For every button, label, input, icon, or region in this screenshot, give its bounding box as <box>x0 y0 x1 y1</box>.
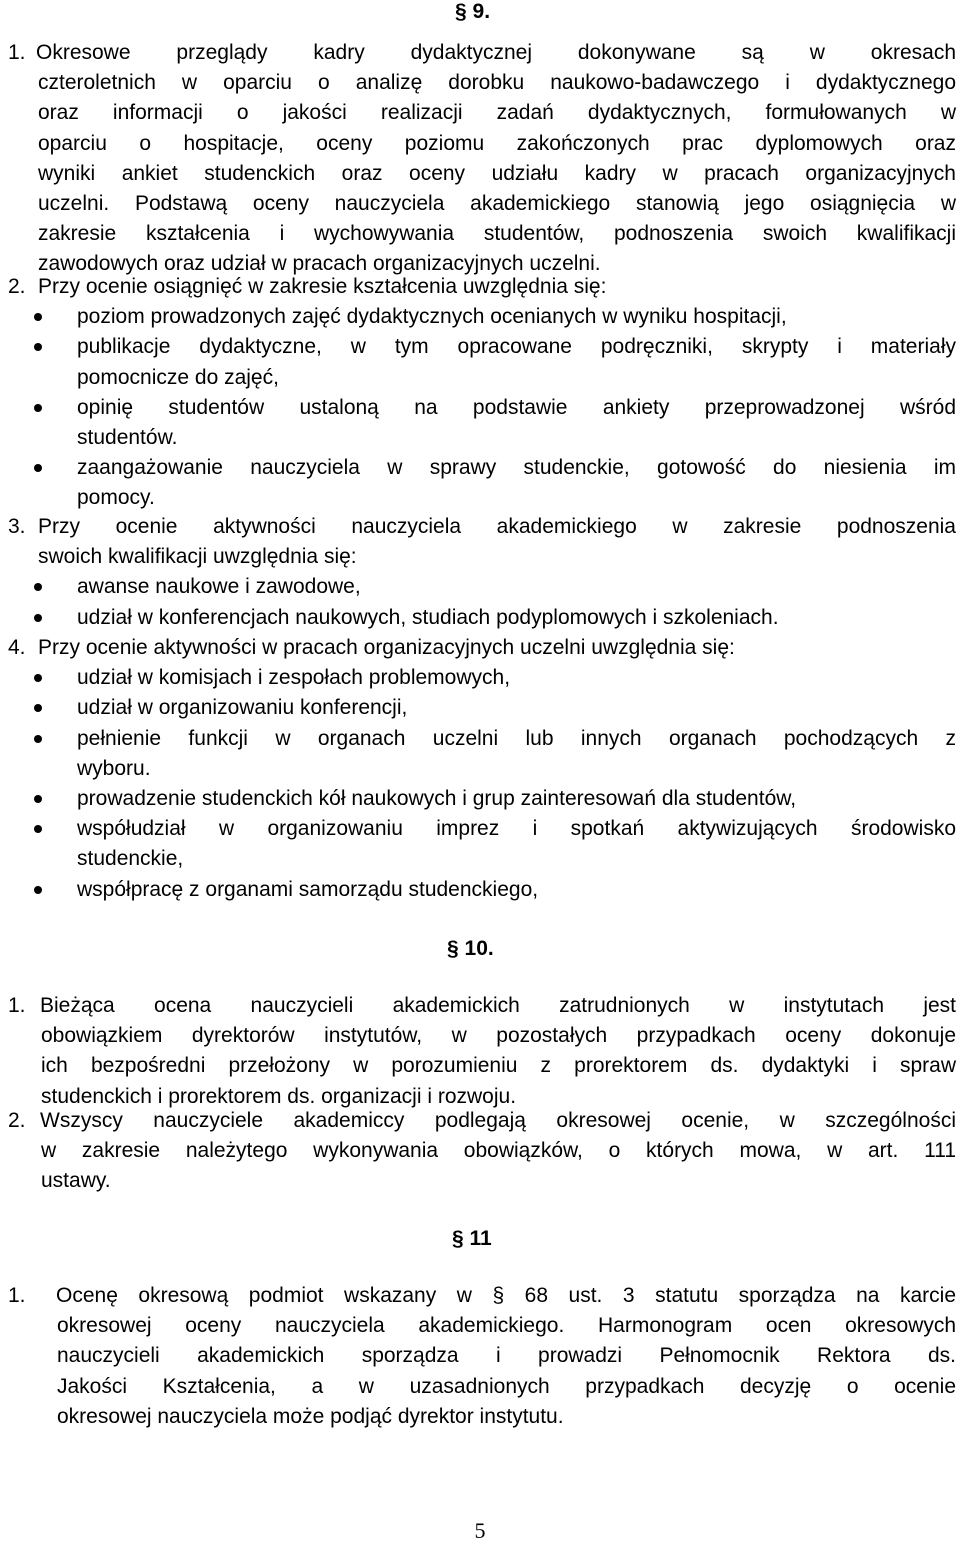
bullet-icon <box>34 674 42 682</box>
s10-p1-text-line: studenckich i prorektorem ds. organizacji i rozwoju. <box>41 1084 517 1108</box>
s10-p1-text-line: ich bezpośredni przełożony w porozumieniu z prorektorem ds. dydaktyki i spraw <box>41 1054 956 1078</box>
s9-p1-text-line: oparciu o hospitacje, oceny poziomu zakończonych prac dyplomowych oraz <box>38 131 956 155</box>
s10-p2-text-line: w zakresie należytego wykonywania obowiązków, o których mowa, w art. 111 <box>41 1139 956 1163</box>
s10-p2-text-line: ustawy. <box>41 1169 111 1193</box>
s9-p3-text-line: Przy ocenie aktywności nauczyciela akademickiego w zakresie podnoszenia <box>38 515 956 538</box>
list-item-text: współpracę z organami samorządu studenckiego, <box>77 877 539 901</box>
list-item <box>77 603 956 633</box>
s10-p1-line <box>8 991 956 1021</box>
s9-p1-text-line: zawodowych oraz udział w pracach organizacyjnych uczelni. <box>38 252 601 276</box>
s9-p4-line <box>8 633 956 663</box>
bullet-icon <box>34 704 42 712</box>
list-item-text: prowadzenie studenckich kół naukowych i grup zainteresowań dla studentów, <box>77 787 797 811</box>
list-item-text: udział w organizowaniu konferencji, <box>77 696 408 720</box>
s9-p1-text-line: wyniki ankiet studenckich oraz oceny udziału kadry w pracach organizacyjnych <box>38 161 956 185</box>
s10-p1-number: 1. <box>8 994 26 1017</box>
list-item-text: awanse naukowe i zawodowe, <box>77 575 361 599</box>
s10-p1-text-line: Bieżąca ocena nauczycieli akademickich zatrudnionych w instytutach jest <box>40 994 956 1017</box>
list-item <box>77 663 956 693</box>
list-item-text: pomocnicze do zajęć, <box>77 365 279 389</box>
s11-paragraph-1 <box>8 1281 956 1432</box>
s9-p1-text-line: oraz informacji o jakości realizacji zadań dydaktycznych, formułowanych w <box>38 101 956 125</box>
list-item <box>77 784 956 814</box>
s9-p3-text-line: swoich kwalifikacji uwzględnia się: <box>38 545 357 569</box>
list-item <box>77 875 956 905</box>
list-item-text: udział w konferencjach naukowych, studiach podyplomowych i szkoleniach. <box>77 605 779 629</box>
list-item <box>77 814 956 874</box>
list-item-text: udział w komisjach i zespołach problemowych, <box>77 666 511 690</box>
s9-p4-number: 4. <box>8 636 26 659</box>
section-heading-11: § 11 <box>452 1227 492 1250</box>
list-item <box>77 393 956 453</box>
s9-paragraph-3 <box>8 512 956 633</box>
s11-p1-text-line: okresowej oceny nauczyciela akademickiego. Harmonogram ocen okresowych <box>57 1314 956 1338</box>
bullet-icon <box>34 735 42 743</box>
bullet-icon <box>34 795 42 803</box>
s10-p2-line <box>8 1106 956 1136</box>
list-item-text: pomocy. <box>77 486 155 510</box>
bullet-icon <box>34 343 42 351</box>
s9-p4-text: Przy ocenie aktywności w pracach organizacyjnych uczelni uwzględnia się: <box>38 636 735 659</box>
list-item <box>77 453 956 513</box>
section-heading-10: § 10. <box>447 937 494 960</box>
bullet-icon <box>34 464 42 472</box>
page-number: 5 <box>474 1518 486 1543</box>
s9-paragraph-1 <box>8 38 956 280</box>
s9-paragraph-2 <box>8 272 956 514</box>
list-item <box>77 302 956 332</box>
s9-p2-list <box>8 302 956 513</box>
s10-paragraph-1 <box>8 991 956 1112</box>
list-item-text: studenckie, <box>77 847 184 871</box>
s9-p2-text: Przy ocenie osiągnięć w zakresie kształcenia uwzględnia się: <box>38 275 607 298</box>
s9-p4-list <box>8 663 956 905</box>
list-item-text: wyboru. <box>77 756 151 780</box>
s9-p1-text-line: Okresowe przeglądy kadry dydaktycznej dokonywane są w okresach <box>36 41 956 64</box>
section-heading-9: § 9. <box>455 0 491 23</box>
s11-p1-line <box>8 1281 956 1311</box>
list-item-text: zaangażowanie nauczyciela w sprawy studenckie, gotowość do niesienia im <box>77 456 956 480</box>
list-item-text: publikacje dydaktyczne, w tym opracowane podręczniki, skrypty i materiały <box>77 335 956 359</box>
s9-p1-text-line: czteroletnich w oparciu o analizę dorobku naukowo-badawczego i dydaktycznego <box>38 71 956 95</box>
s11-p1-text-line: nauczycieli akademickich sporządza i prowadzi Pełnomocnik Rektora ds. <box>57 1344 956 1368</box>
s9-p1-text-line: uczelni. Podstawą oceny nauczyciela akademickiego stanowią jego osiągnięcia w <box>38 192 956 216</box>
list-item-text: pełnienie funkcji w organach uczelni lub innych organach pochodzących z <box>77 726 956 750</box>
list-item <box>77 572 956 602</box>
bullet-icon <box>34 313 42 321</box>
list-item <box>77 693 956 723</box>
bullet-icon <box>34 614 42 622</box>
bullet-icon <box>34 886 42 894</box>
s9-p3-line <box>8 512 956 542</box>
s10-p2-number: 2. <box>8 1109 26 1132</box>
s9-p1-number: 1. <box>8 41 26 64</box>
s9-p3-number: 3. <box>8 515 26 538</box>
list-item-text: poziom prowadzonych zajęć dydaktycznych ocenianych w wyniku hospitacji, <box>77 305 787 329</box>
s9-p3-list <box>8 572 956 632</box>
s9-p2-line <box>8 272 956 302</box>
bullet-icon <box>34 583 42 591</box>
s9-p1-text-line: zakresie kształcenia i wychowywania studentów, podnoszenia swoich kwalifikacji <box>38 222 956 246</box>
s11-p1-text-line: Jakości Kształcenia, a w uzasadnionych przypadkach decyzję o ocenie <box>57 1374 956 1398</box>
s11-p1-number: 1. <box>8 1284 26 1307</box>
list-item-text: opinię studentów ustaloną na podstawie ankiety przeprowadzonej wśród <box>77 395 956 419</box>
bullet-icon <box>34 404 42 412</box>
list-item <box>77 724 956 784</box>
bullet-icon <box>34 825 42 833</box>
s11-p1-text-line: Ocenę okresową podmiot wskazany w § 68 ust. 3 statutu sporządza na karcie <box>56 1284 956 1307</box>
s10-p2-text-line: Wszyscy nauczyciele akademiccy podlegają okresowej ocenie, w szczególności <box>40 1109 956 1132</box>
list-item <box>77 332 956 392</box>
list-item-text: studentów. <box>77 426 178 450</box>
s10-paragraph-2 <box>8 1106 956 1197</box>
s11-p1-text-line: okresowej nauczyciela może podjąć dyrektor instytutu. <box>57 1404 564 1428</box>
s9-p2-number: 2. <box>8 275 26 298</box>
list-item-text: współudział w organizowaniu imprez i spotkań aktywizujących środowisko <box>77 817 956 841</box>
s10-p1-text-line: obowiązkiem dyrektorów instytutów, w pozostałych przypadkach oceny dokonuje <box>41 1024 956 1048</box>
s9-paragraph-4 <box>8 633 956 905</box>
s9-p1-line <box>8 38 956 68</box>
